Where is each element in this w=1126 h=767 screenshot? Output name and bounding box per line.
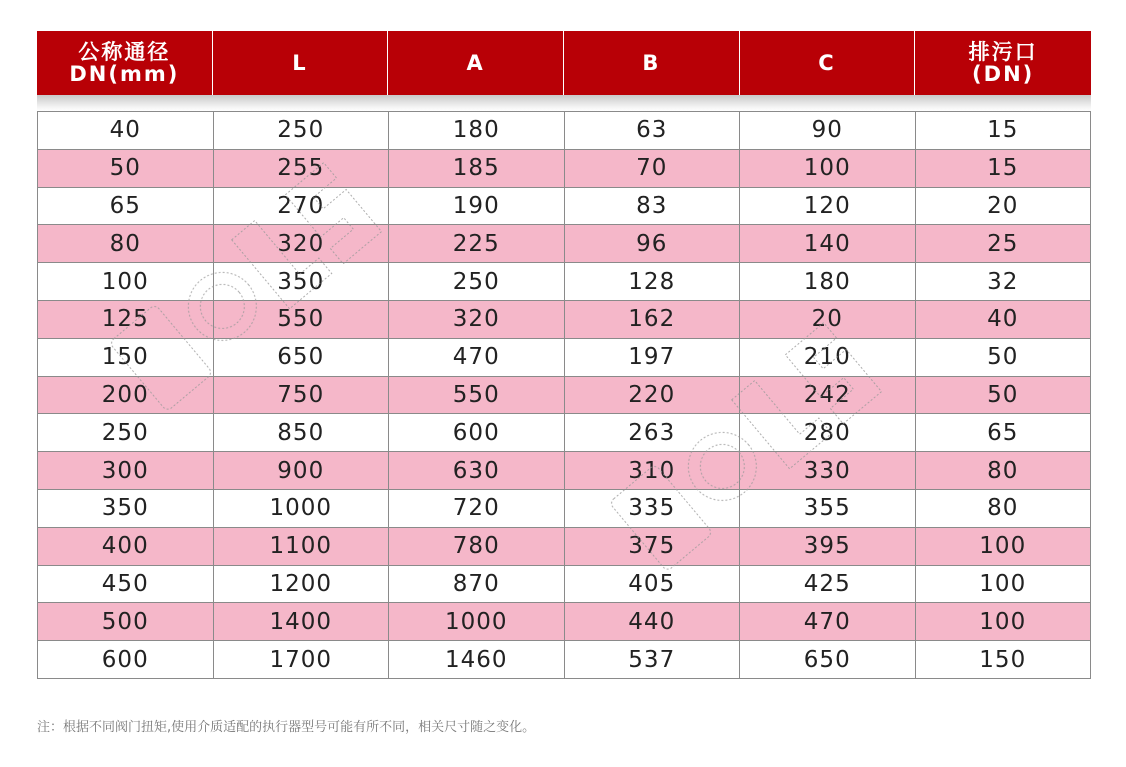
table-cell: 100 [916, 528, 1092, 566]
header-shadow [37, 95, 1091, 111]
table-row [38, 263, 1091, 301]
table-cell: 100 [38, 263, 214, 301]
table-cell: 650 [740, 641, 916, 679]
table-cell: 100 [740, 150, 916, 188]
table-body [37, 111, 1091, 679]
table-cell: 1400 [214, 603, 390, 641]
table-cell: 185 [389, 150, 565, 188]
table-cell: 600 [38, 641, 214, 679]
table-cell: 255 [214, 150, 390, 188]
table-cell: 80 [916, 490, 1092, 528]
table-cell: 250 [38, 414, 214, 452]
header-cell: C [740, 31, 916, 95]
table-cell: 350 [214, 263, 390, 301]
table-cell: 1200 [214, 566, 390, 604]
table-cell: 470 [740, 603, 916, 641]
table-cell: 200 [38, 377, 214, 415]
table-cell: 150 [38, 339, 214, 377]
table-row [38, 641, 1091, 679]
table-cell: 537 [565, 641, 741, 679]
table-cell: 20 [916, 188, 1092, 226]
table-cell: 83 [565, 188, 741, 226]
table-cell: 242 [740, 377, 916, 415]
table-cell: 500 [38, 603, 214, 641]
table-cell: 450 [38, 566, 214, 604]
table-cell: 405 [565, 566, 741, 604]
table-cell: 550 [214, 301, 390, 339]
table-cell: 780 [389, 528, 565, 566]
table-cell: 180 [389, 112, 565, 150]
table-row [38, 566, 1091, 604]
table-cell: 96 [565, 225, 741, 263]
table-cell: 100 [916, 603, 1092, 641]
table-cell: 395 [740, 528, 916, 566]
table-row [38, 150, 1091, 188]
table-cell: 50 [38, 150, 214, 188]
table-cell: 900 [214, 452, 390, 490]
table-row [38, 414, 1091, 452]
table-cell: 750 [214, 377, 390, 415]
table-cell: 1700 [214, 641, 390, 679]
table-cell: 470 [389, 339, 565, 377]
table-cell: 15 [916, 112, 1092, 150]
table-cell: 330 [740, 452, 916, 490]
table-cell: 40 [916, 301, 1092, 339]
table-cell: 15 [916, 150, 1092, 188]
table-header [37, 31, 1091, 95]
header-cell: B [564, 31, 740, 95]
table-cell: 50 [916, 339, 1092, 377]
table-row [38, 112, 1091, 150]
table-cell: 40 [38, 112, 214, 150]
spec-table [37, 31, 1091, 679]
table-cell: 320 [214, 225, 390, 263]
table-cell: 335 [565, 490, 741, 528]
header-cell: L [213, 31, 389, 95]
table-cell: 425 [740, 566, 916, 604]
table-cell: 270 [214, 188, 390, 226]
table-cell: 1100 [214, 528, 390, 566]
header-cell: 排污口 (DN) [968, 40, 1038, 86]
table-cell: 140 [740, 225, 916, 263]
table-cell: 197 [565, 339, 741, 377]
table-cell: 90 [740, 112, 916, 150]
table-cell: 720 [389, 490, 565, 528]
table-row [38, 452, 1091, 490]
table-cell: 1460 [389, 641, 565, 679]
table-cell: 162 [565, 301, 741, 339]
footnote: 注：根据不同阀门扭矩,使用介质适配的执行器型号可能有所不同，相关尺寸随之变化。 [37, 720, 536, 735]
table-cell: 128 [565, 263, 741, 301]
table-cell: 300 [38, 452, 214, 490]
table-cell: 180 [740, 263, 916, 301]
table-cell: 650 [214, 339, 390, 377]
table-cell: 20 [740, 301, 916, 339]
table-cell: 600 [389, 414, 565, 452]
table-cell: 125 [38, 301, 214, 339]
table-cell: 250 [214, 112, 390, 150]
table-row [38, 188, 1091, 226]
table-cell: 32 [916, 263, 1092, 301]
table-cell: 65 [38, 188, 214, 226]
table-cell: 400 [38, 528, 214, 566]
table-cell: 440 [565, 603, 741, 641]
table-cell: 1000 [389, 603, 565, 641]
table-cell: 80 [916, 452, 1092, 490]
table-cell: 100 [916, 566, 1092, 604]
table-cell: 870 [389, 566, 565, 604]
table-cell: 50 [916, 377, 1092, 415]
table-cell: 70 [565, 150, 741, 188]
table-cell: 355 [740, 490, 916, 528]
table-row [38, 490, 1091, 528]
table-row [38, 301, 1091, 339]
table-cell: 630 [389, 452, 565, 490]
table-cell: 80 [38, 225, 214, 263]
table-cell: 210 [740, 339, 916, 377]
table-cell: 550 [389, 377, 565, 415]
table-cell: 120 [740, 188, 916, 226]
table-cell: 375 [565, 528, 741, 566]
table-row [38, 377, 1091, 415]
table-cell: 350 [38, 490, 214, 528]
table-cell: 225 [389, 225, 565, 263]
table-cell: 150 [916, 641, 1092, 679]
table-cell: 320 [389, 301, 565, 339]
table-cell: 310 [565, 452, 741, 490]
table-cell: 1000 [214, 490, 390, 528]
table-cell: 850 [214, 414, 390, 452]
table-row [38, 225, 1091, 263]
header-cell: 公称通径 DN(mm) [37, 31, 213, 95]
table-cell: 65 [916, 414, 1092, 452]
table-row [38, 339, 1091, 377]
table-cell: 220 [565, 377, 741, 415]
table-cell: 190 [389, 188, 565, 226]
table-cell: 280 [740, 414, 916, 452]
table-row [38, 603, 1091, 641]
table-cell: 25 [916, 225, 1092, 263]
table-cell: 250 [389, 263, 565, 301]
table-cell: 63 [565, 112, 741, 150]
table-row [38, 528, 1091, 566]
table-cell: 263 [565, 414, 741, 452]
header-cell: A [388, 31, 564, 95]
